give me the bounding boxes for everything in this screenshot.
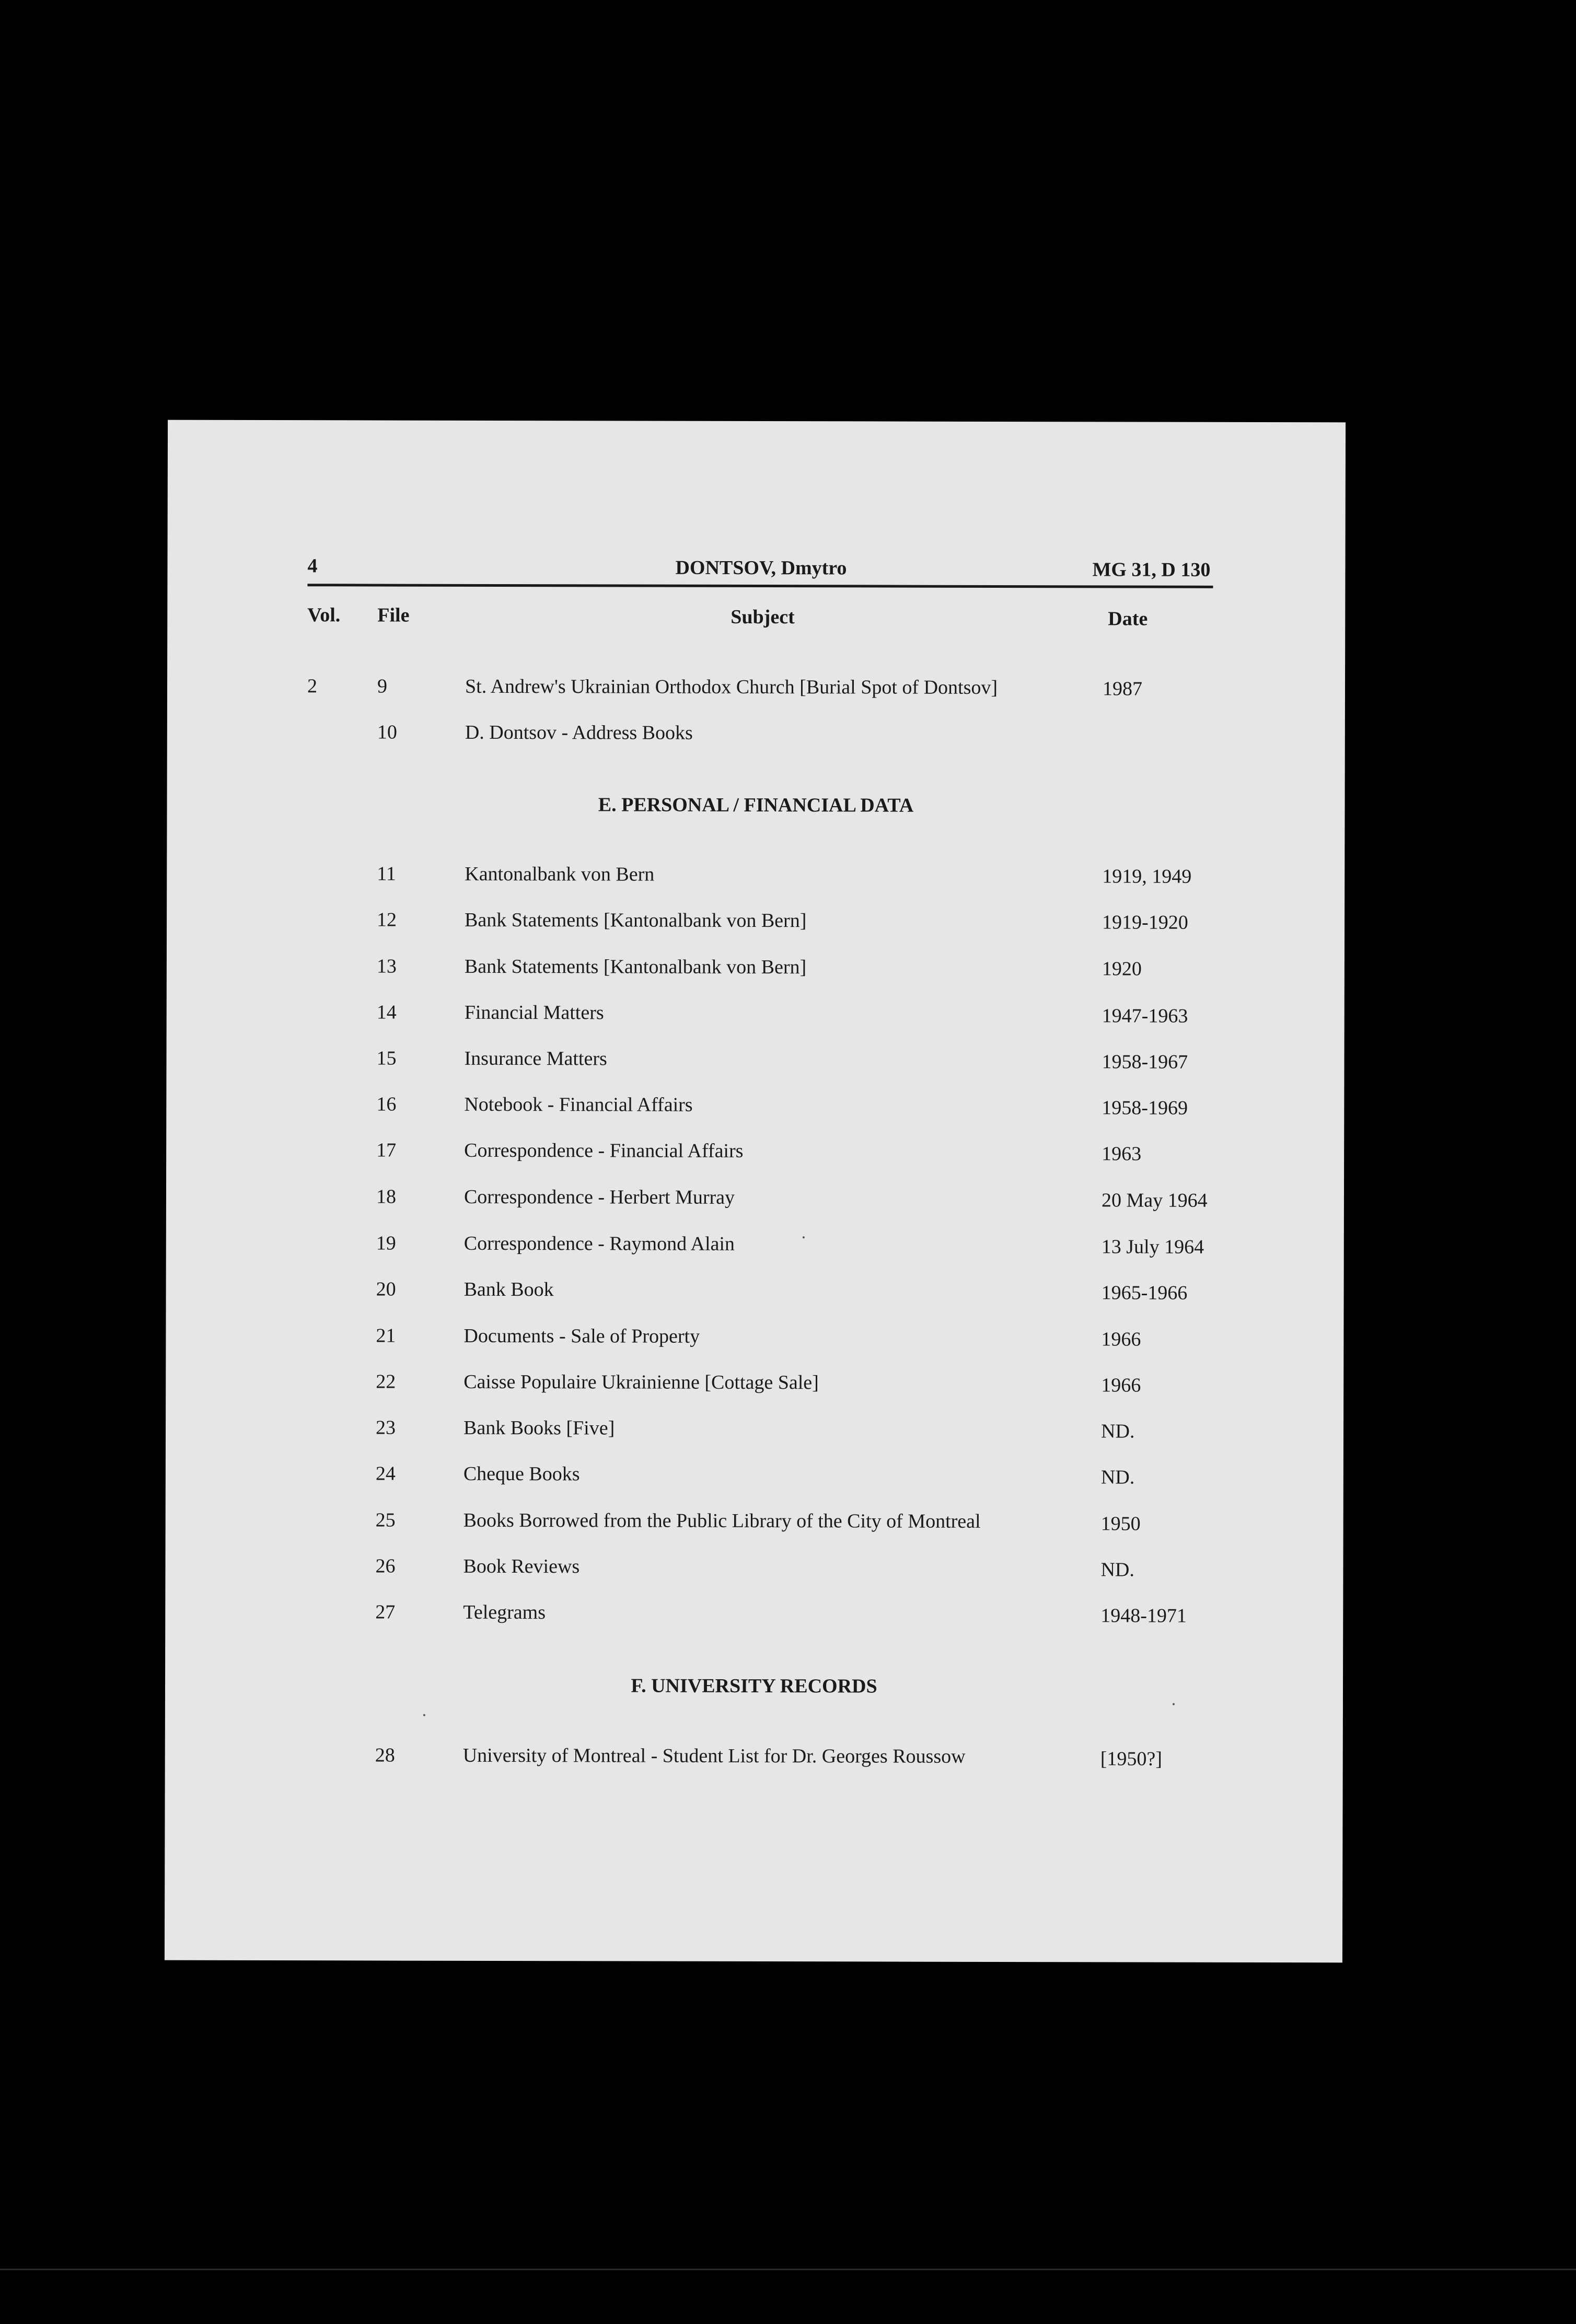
row-subject: Bank Statements [Kantonalbank von Bern] <box>465 909 807 932</box>
reference-code: MG 31, D 130 <box>1092 559 1211 581</box>
row-file: 28 <box>375 1744 395 1767</box>
row-file: 9 <box>377 675 388 698</box>
row-date: ND. <box>1100 1466 1135 1489</box>
row-subject: Bank Statements [Kantonalbank von Bern] <box>464 955 807 979</box>
table-row <box>167 954 1345 981</box>
row-date: 1966 <box>1101 1328 1141 1351</box>
table-row <box>165 1554 1343 1581</box>
column-header-vol: Vol. <box>307 604 341 626</box>
row-file: 12 <box>377 909 397 931</box>
row-date: 1958-1967 <box>1102 1051 1188 1073</box>
table-row <box>166 1508 1343 1535</box>
row-file: 27 <box>375 1601 396 1623</box>
table-row <box>167 720 1345 747</box>
row-file: 19 <box>376 1232 396 1254</box>
row-date: [1950?] <box>1100 1748 1162 1770</box>
row-date: 1950 <box>1100 1513 1141 1535</box>
table-row <box>167 908 1345 934</box>
row-subject: Cheque Books <box>463 1462 580 1485</box>
row-date: 1919, 1949 <box>1102 865 1192 888</box>
row-subject: Insurance Matters <box>464 1047 607 1070</box>
scan-speck <box>803 1236 805 1238</box>
row-file: 21 <box>376 1324 396 1347</box>
row-subject: University of Montreal - Student List for Dr. Georges Roussow <box>462 1744 966 1768</box>
row-date: 1965-1966 <box>1101 1282 1188 1304</box>
row-file: 15 <box>376 1047 397 1070</box>
row-file: 14 <box>376 1001 397 1024</box>
row-subject: Financial Matters <box>464 1001 604 1024</box>
row-file: 26 <box>375 1555 396 1577</box>
row-file: 11 <box>377 863 396 885</box>
row-date: 1920 <box>1102 958 1142 980</box>
table-row <box>166 1138 1344 1165</box>
row-file: 16 <box>376 1093 397 1115</box>
row-subject: Kantonalbank von Bern <box>465 863 655 886</box>
section-heading-personal-financial: E. PERSONAL / FINANCIAL DATA <box>598 794 914 817</box>
row-subject: Book Reviews <box>463 1555 580 1578</box>
row-file: 17 <box>376 1139 397 1161</box>
row-subject: St. Andrew's Ukrainian Orthodox Church [Burial Spot of Dontsov] <box>465 675 998 699</box>
row-file: 22 <box>376 1370 396 1393</box>
row-subject: Correspondence - Financial Affairs <box>464 1139 744 1162</box>
column-header-file: File <box>377 604 410 626</box>
row-date: 1919-1920 <box>1102 911 1188 934</box>
table-row <box>166 1415 1343 1442</box>
row-subject: Caisse Populaire Ukrainienne [Cottage Sale] <box>463 1370 819 1394</box>
column-header-date: Date <box>1108 608 1148 630</box>
header-rule <box>307 584 1213 588</box>
row-subject: Documents - Sale of Property <box>463 1324 700 1347</box>
table-row <box>166 1461 1343 1488</box>
row-file: 13 <box>376 955 397 978</box>
row-date: 13 July 1964 <box>1101 1236 1204 1258</box>
row-date: 1966 <box>1101 1374 1141 1397</box>
row-subject: Notebook - Financial Affairs <box>464 1093 693 1116</box>
row-subject: Bank Book <box>463 1278 554 1301</box>
row-date: 1958-1969 <box>1102 1097 1188 1119</box>
row-subject: Correspondence - Raymond Alain <box>463 1232 735 1255</box>
table-row <box>166 1046 1344 1073</box>
table-row <box>166 1092 1344 1119</box>
row-file: 10 <box>377 721 397 743</box>
row-file: 18 <box>376 1186 397 1208</box>
row-date: 20 May 1964 <box>1101 1189 1208 1212</box>
row-date: ND. <box>1100 1559 1134 1581</box>
row-subject: Correspondence - Herbert Murray <box>463 1186 735 1209</box>
table-row <box>167 862 1345 888</box>
row-subject: D. Dontsov - Address Books <box>465 721 693 744</box>
scan-edge-line <box>0 2269 1576 2270</box>
row-date: 1963 <box>1102 1143 1142 1165</box>
row-date: 1948-1971 <box>1100 1605 1187 1627</box>
document-page <box>165 420 1346 1963</box>
table-row <box>166 1231 1344 1258</box>
column-header-subject: Subject <box>731 606 795 629</box>
row-subject: Bank Books [Five] <box>463 1416 615 1439</box>
row-file: 25 <box>375 1509 396 1531</box>
scan-speck <box>423 1714 425 1716</box>
row-vol: 2 <box>307 675 318 698</box>
page-number: 4 <box>307 555 318 577</box>
table-row <box>167 1000 1345 1027</box>
row-date: 1987 <box>1102 678 1143 700</box>
table-row <box>167 674 1345 701</box>
table-row <box>166 1184 1344 1211</box>
scan-speck <box>1173 1703 1175 1705</box>
table-row <box>165 1743 1343 1770</box>
row-subject: Telegrams <box>463 1601 546 1624</box>
row-date: 1947-1963 <box>1102 1005 1188 1027</box>
table-row <box>166 1323 1343 1350</box>
table-row <box>165 1600 1343 1626</box>
row-subject: Books Borrowed from the Public Library of the City of Montreal <box>463 1509 981 1532</box>
table-row <box>166 1277 1344 1304</box>
row-file: 23 <box>376 1416 396 1439</box>
document-title: DONTSOV, Dmytro <box>675 556 847 579</box>
table-row <box>166 1369 1343 1396</box>
section-heading-university-records: F. UNIVERSITY RECORDS <box>631 1675 877 1698</box>
row-file: 20 <box>376 1278 396 1300</box>
row-file: 24 <box>375 1462 396 1485</box>
row-date: ND. <box>1100 1420 1135 1443</box>
